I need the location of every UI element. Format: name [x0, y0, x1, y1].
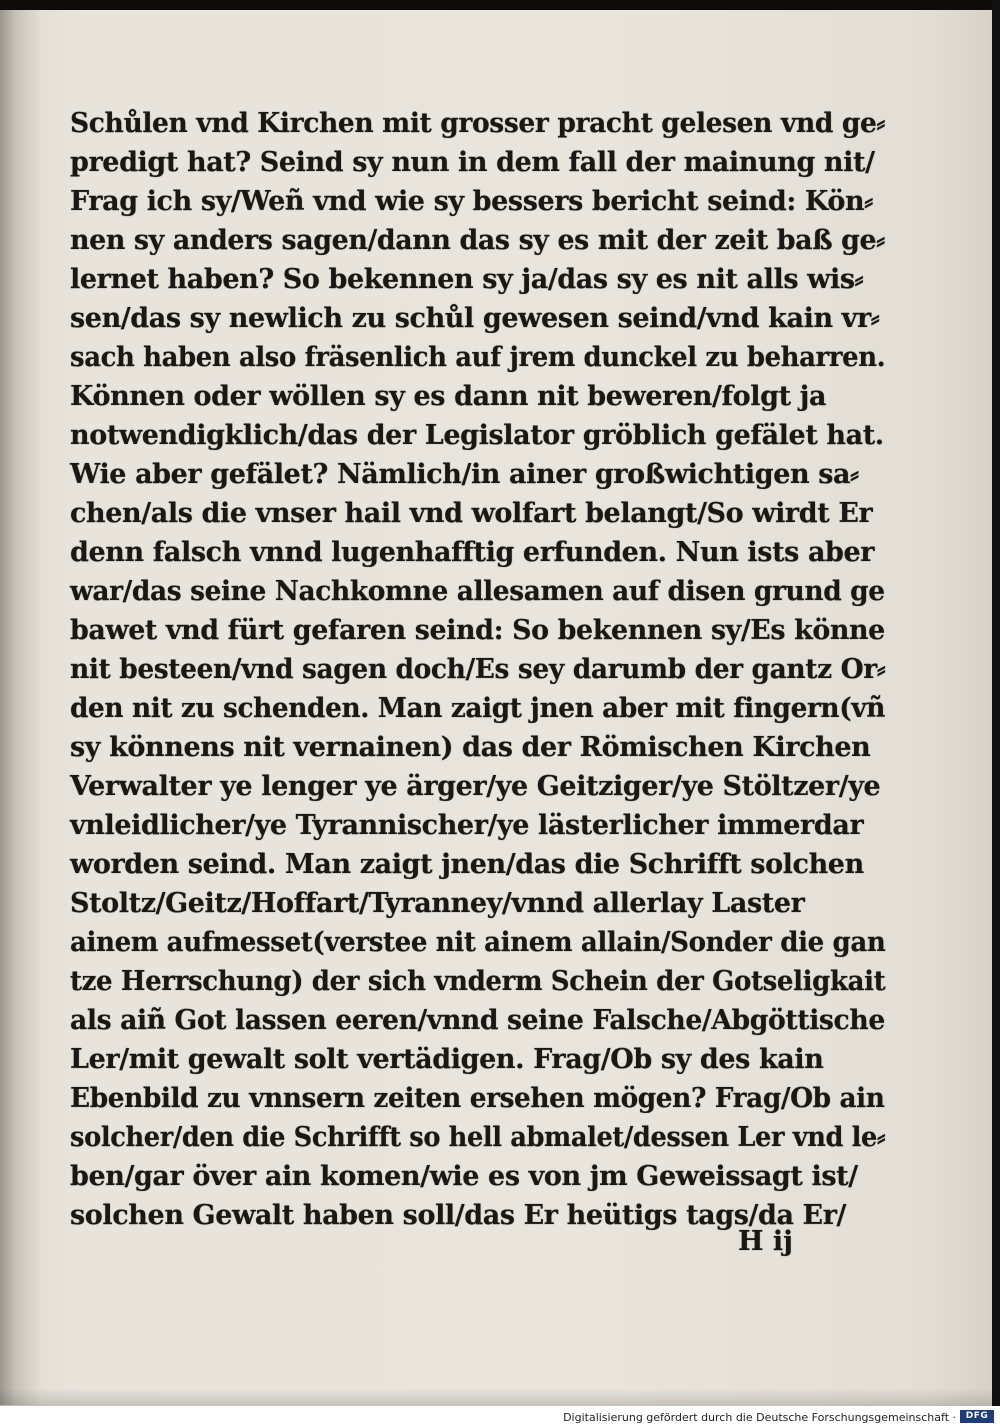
text-line: Wie aber gefälet? Nämlich/in ainer großwichtigen sa⸗ — [70, 459, 859, 490]
text-line: Stoltz/Geitz/Hoffart/Tyranney/vnnd allerlay Laster — [70, 888, 805, 919]
text-line: den nit zu schenden. Man zaigt jnen aber mit fingern(vñ — [70, 693, 885, 724]
text-line: vnleidlicher/ye Tyrannischer/ye lästerlicher immerdar — [70, 810, 864, 841]
text-line: predigt hat? Seind sy nun in dem fall der mainung nit/ — [70, 147, 875, 178]
text-line: Ler/mit gewalt solt vertädigen. Frag/Ob sy des kain — [70, 1044, 824, 1075]
text-line: chen/als die vnser hail vnd wolfart belangt/So wirdt Er — [70, 498, 873, 529]
text-line: notwendigklich/das der Legislator gröblich gefälet hat. — [70, 420, 884, 451]
text-line: ben/gar över ain komen/wie es von jm Geweissagt ist/ — [70, 1161, 858, 1192]
text-line: war/das seine Nachkomne allesamen auf disen grund ge — [70, 576, 885, 607]
text-line: Verwalter ye lenger ye ärger/ye Geitziger/ye Stöltzer/ye — [70, 771, 881, 802]
page-text-block — [70, 104, 885, 1235]
text-line: ainem aufmesset(verstee nit ainem allain/Sonder die gan — [70, 927, 886, 958]
text-line: tze Herrschung) der sich vnderm Schein der Gotseligkait — [70, 966, 886, 997]
funding-credit: Digitalisierung gefördert durch die Deutsche Forschungsgemeinschaft · — [563, 1411, 956, 1424]
text-line: Ebenbild zu vnnsern zeiten ersehen mögen? Frag/Ob ain — [70, 1083, 885, 1114]
bottom-shadow — [0, 1388, 1000, 1406]
gutter-shadow — [0, 10, 42, 1405]
text-line: bawet vnd fürt gefaren seind: So bekennen sy/Es könne — [70, 615, 885, 646]
text-line: nit besteen/vnd sagen doch/Es sey darumb der gantz Or⸗ — [70, 654, 886, 685]
text-line: Frag ich sy/Weñ vnd wie sy bessers bericht seind: Kön⸗ — [70, 186, 873, 217]
scan-top-border — [0, 0, 1000, 10]
text-line: sy könnens nit vernainen) das der Römischen Kirchen — [70, 732, 871, 763]
text-line: denn falsch vnnd lugenhafftig erfunden. Nun ists aber — [70, 537, 875, 568]
signature-mark: H ij — [738, 1226, 793, 1257]
text-line: sach haben also fräsenlich auf jrem dunckel zu beharren. — [70, 342, 886, 373]
text-line: solcher/den die Schrifft so hell abmalet/dessen Ler vnd le⸗ — [70, 1122, 886, 1153]
text-line: worden seind. Man zaigt jnen/das die Schrifft solchen — [70, 849, 864, 880]
dfg-logo-icon[interactable]: DFG — [960, 1410, 994, 1423]
text-line: lernet haben? So bekennen sy ja/das sy es nit alls wis⸗ — [70, 264, 864, 295]
digitization-footer — [0, 1406, 1000, 1426]
scan-right-border — [992, 0, 1000, 1426]
text-line: solchen Gewalt haben soll/das Er heütigs tags/da Er/ — [70, 1200, 847, 1231]
text-line: sen/das sy newlich zu schůl gewesen seind/vnd kain vr⸗ — [70, 303, 880, 334]
text-line: Schůlen vnd Kirchen mit grosser pracht gelesen vnd ge⸗ — [70, 108, 885, 139]
text-line: nen sy anders sagen/dann das sy es mit der zeit baß ge⸗ — [70, 225, 885, 256]
text-line: Können oder wöllen sy es dann nit beweren/folgt ja — [70, 381, 827, 412]
text-line: als aiñ Got lassen eeren/vnnd seine Falsche/Abgöttische — [70, 1005, 885, 1036]
